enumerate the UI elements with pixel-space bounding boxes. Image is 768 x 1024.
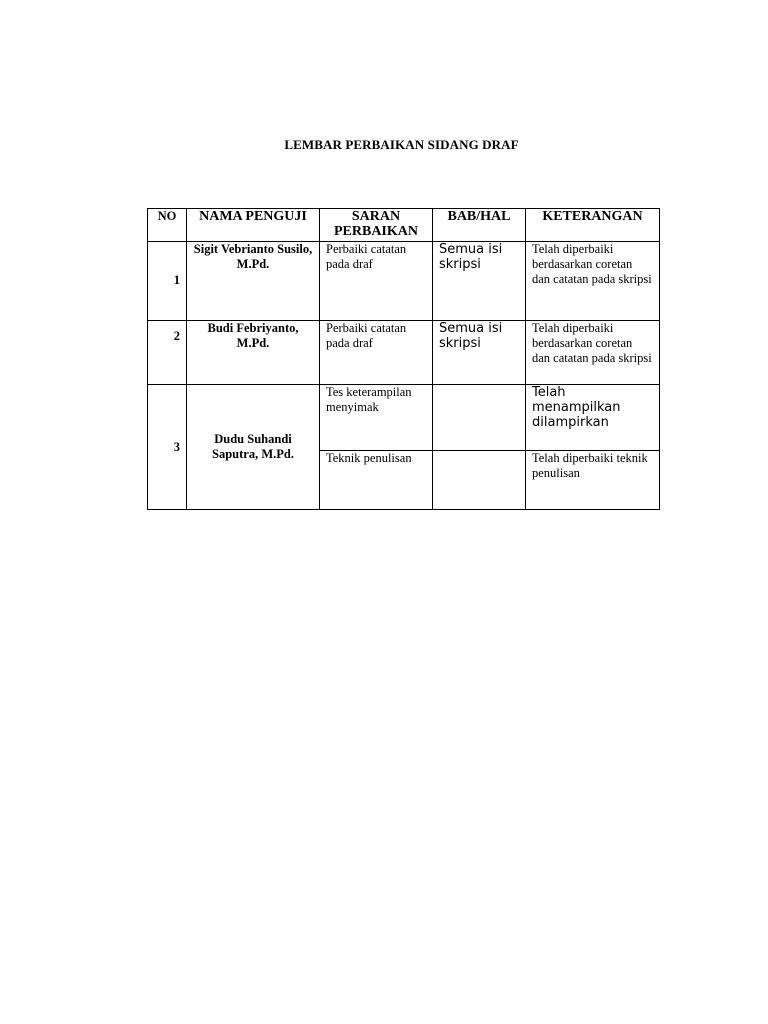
page-title: LEMBAR PERBAIKAN SIDANG DRAF	[284, 137, 519, 152]
row-number: 3	[148, 385, 187, 510]
revision-suggestion: Perbaiki catatan pada draf	[320, 242, 433, 321]
examiner-name: Budi Febriyanto, M.Pd.	[187, 321, 320, 385]
table-row	[148, 321, 660, 385]
revision-suggestion: Teknik penulisan	[320, 451, 433, 510]
header-keterangan: KETERANGAN	[526, 209, 660, 242]
remarks: Telah diperbaiki berdasarkan coretan dan catatan pada skripsi	[526, 242, 660, 321]
header-nama-penguji: NAMA PENGUJI	[187, 209, 320, 242]
table-row	[148, 385, 660, 451]
revision-table	[147, 208, 660, 510]
header-bab-hal: BAB/HAL	[433, 209, 526, 242]
examiner-name: Dudu Suhandi Saputra, M.Pd.	[187, 385, 320, 510]
table-header-row	[148, 209, 660, 242]
row-number: 2	[148, 321, 187, 385]
revision-suggestion: Perbaiki catatan pada draf	[320, 321, 433, 385]
header-no: NO	[148, 209, 187, 242]
revision-suggestion: Tes keterampilan menyimak	[320, 385, 433, 451]
table-row	[148, 242, 660, 321]
chapter-page	[433, 385, 526, 451]
examiner-name: Sigit Vebrianto Susilo, M.Pd.	[187, 242, 320, 321]
remarks: Telah diperbaiki teknik penulisan	[526, 451, 660, 510]
remarks: Telah diperbaiki berdasarkan coretan dan catatan pada skripsi	[526, 321, 660, 385]
remarks: Telah menampilkan dilampirkan	[526, 385, 660, 451]
chapter-page	[433, 451, 526, 510]
row-number: 1	[148, 242, 187, 321]
header-saran-perbaikan: SARAN PERBAIKAN	[320, 209, 433, 242]
chapter-page: Semua isi skripsi	[433, 242, 526, 321]
chapter-page: Semua isi skripsi	[433, 321, 526, 385]
